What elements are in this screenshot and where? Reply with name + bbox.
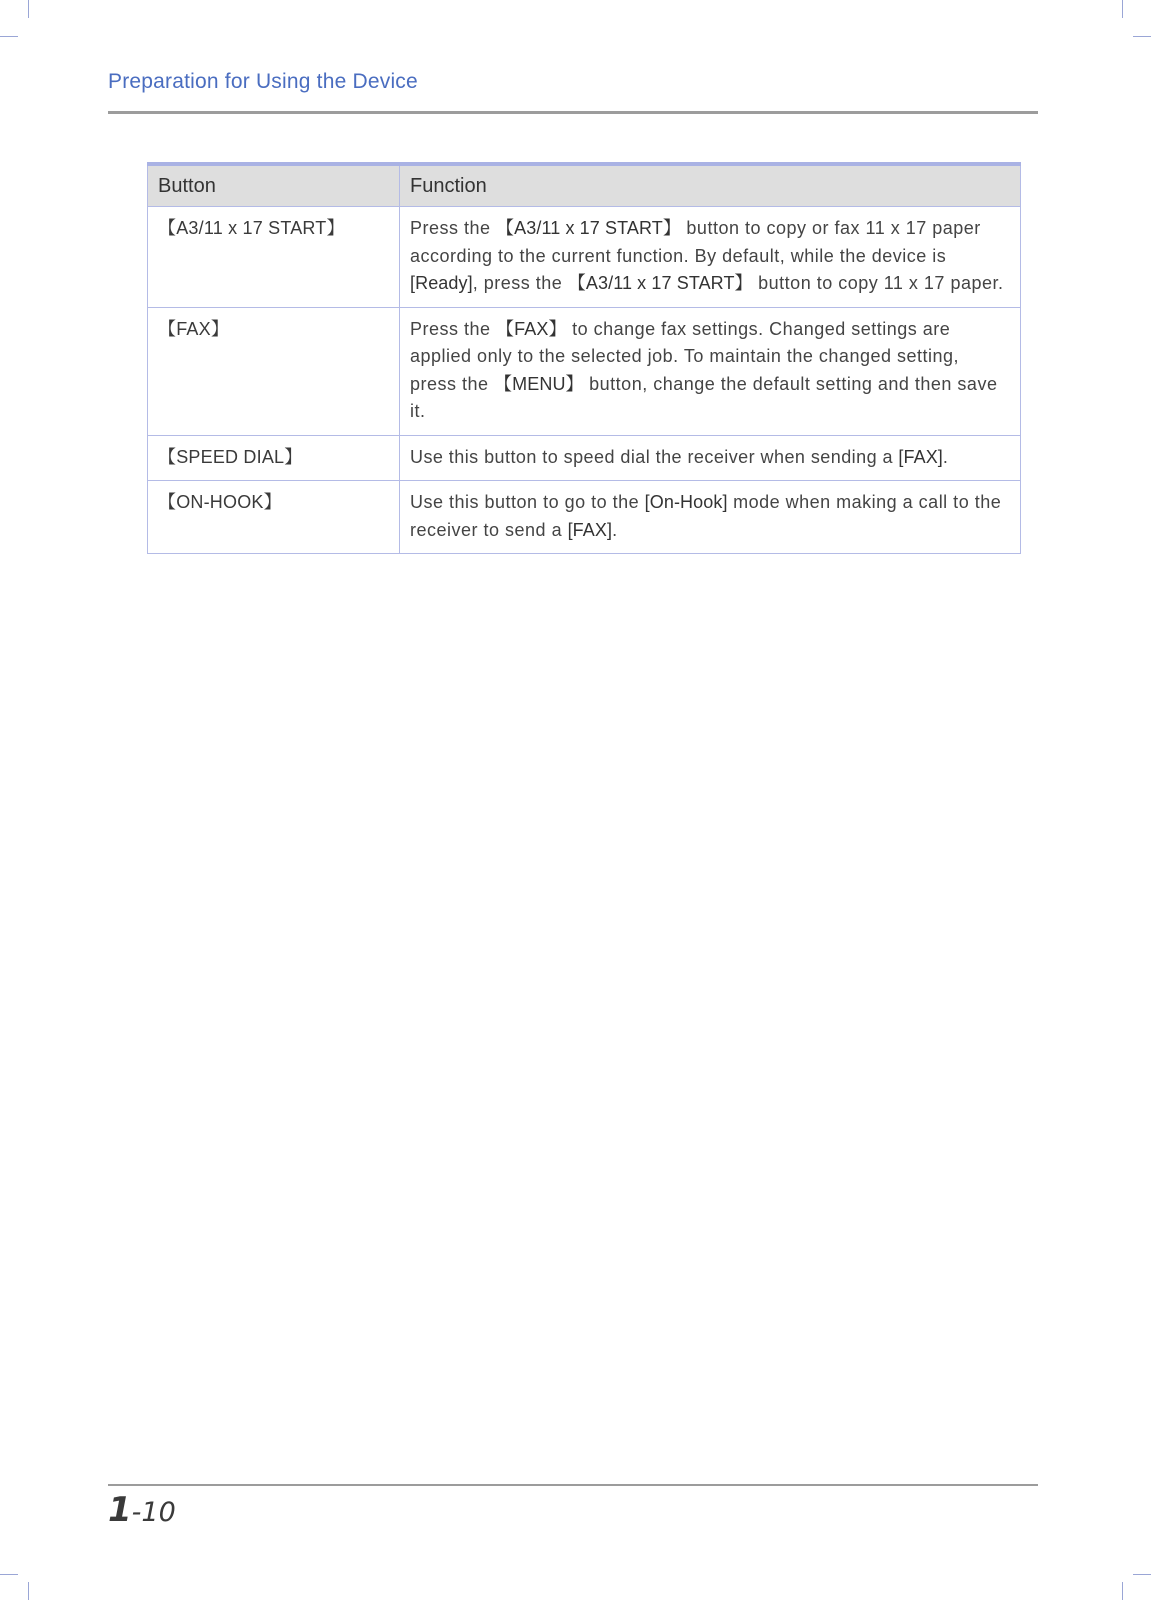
button-reference: 【A3/11 x 17 START】 [496,218,681,238]
crop-mark [0,1574,18,1575]
button-reference: 【FAX】 [496,318,567,339]
button-reference: 【A3/11 x 17 START】 [567,273,753,293]
button-reference: 【MENU】 [494,373,584,394]
function-cell [400,435,1021,481]
chapter-number: 1 [108,1490,132,1530]
page-number [108,1490,176,1530]
crop-mark [28,0,29,18]
function-text: button to copy or fax 11 x 17 paper according to the current function. By default, while the device is [410,218,981,266]
function-text: to change fax settings. Changed settings are applied only to the selected job. To maintain the changed setting, press the [410,318,960,394]
table-row [148,435,1021,481]
mode-reference: [On-Hook] [644,492,728,512]
crop-mark [28,1582,29,1600]
footer-divider [108,1484,1038,1486]
crop-mark [1122,1582,1123,1600]
function-cell [400,307,1021,435]
function-text: button, change the default setting and then save it. [410,373,998,421]
function-text: Use this button to speed dial the receiver when sending a [410,446,899,467]
mode-reference: [FAX] [898,446,943,467]
function-text: mode when making a call to the receiver to send a [410,492,1002,540]
crop-mark [1122,0,1123,18]
button-cell: 【FAX】 [148,307,400,435]
crop-mark [1133,36,1151,37]
column-header-button: Button [148,164,400,207]
function-text: . [612,519,618,540]
function-text: Press the [410,318,497,339]
header-divider [108,111,1038,114]
function-cell [400,481,1021,554]
button-cell: 【SPEED DIAL】 [148,435,400,481]
function-text: Use this button to go to the [410,492,645,512]
function-cell [400,207,1021,308]
crop-mark [1133,1574,1151,1575]
mode-reference: [FAX] [567,519,613,540]
crop-mark [0,36,18,37]
status-reference: [Ready] [410,273,473,293]
function-text: Press the [410,218,497,238]
function-text: button to copy 11 x 17 paper. [752,273,1004,293]
function-text: , press the [472,273,568,293]
column-header-function: Function [400,164,1021,207]
button-cell: 【A3/11 x 17 START】 [148,207,400,308]
page-suffix: -10 [131,1497,176,1528]
button-cell: 【ON-HOOK】 [148,481,400,554]
button-function-table [147,162,1021,554]
table-header-row [148,164,1021,207]
table-row [148,307,1021,435]
table-row [148,481,1021,554]
function-text: . [942,446,949,467]
table-row [148,207,1021,308]
page-header-title: Preparation for Using the Device [108,70,418,93]
